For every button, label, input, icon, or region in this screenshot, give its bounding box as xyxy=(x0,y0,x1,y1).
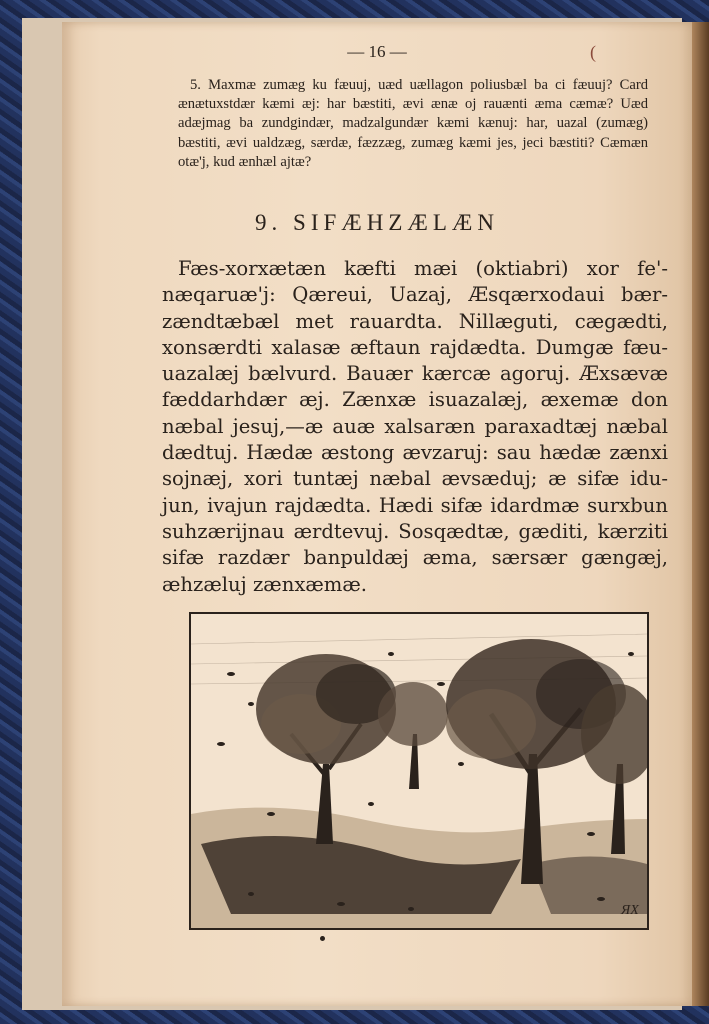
section-heading: 9. SIFÆHZÆLÆN xyxy=(255,210,499,235)
illustration-drawing xyxy=(191,614,647,928)
bottom-dot xyxy=(320,936,325,941)
story-paragraph: Fæs-xorxætæn kæfti mæi (oktiabri) xor fe'-næqaruæ'j: Qæreui, Uazaj, Æsqærxodaui bær-zændtæbæl met rauardta. Nillæguti, cægædti, xonsærdti xalasæ æftaun rajdædta. Dumgæ fæu-uazalæj bælvurd. Bauær kærcæ agoruj. Æxsævæ fæddarhdær æj. Zænxæ isuazalæj, æxemæ don næbal jesuj,—æ auæ xalsaræn paraxadtæj næbal dædtuj. Hædæ æstong ævzaruj: sau hædæ zænxi sojnæj, xori tuntæj næbal ævsæduj; æ sifæ idu-jun, ivajun rajdædta. Hædi sifæ idardmæ surxbun suhzærijnau ærdtevuj. Sosqædtæ, gæditi, kærziti sifæ razdær banpuldæj æma, særsær gængæj, æhzæluj zænxæmæ. xyxy=(162,257,668,596)
intro-paragraph: 5. Maxmæ zumæg ku fæuuj, uæd uællagon poliusbæl ba ci fæuuj? Card ænætuxstdær kæmi æj: har bæstiti, ævi ænæ oj rauænti æma cæmæ? Uæd adæjmag ba zundgindær, madzalgundær kæmi kænuj: har, uazal (zumæg) bæstiti, ævi ualdzæg, særdæ, fæzzæg, zumæg kæmi jes, jeci bæstiti? Cæmæn otæ'j, kud ænhæl ajtæ? xyxy=(178,77,648,170)
book-page xyxy=(62,22,692,1006)
artist-signature: ЯХ xyxy=(621,903,639,918)
autumn-trees-illustration xyxy=(189,612,649,930)
page-number: — 16 — xyxy=(347,42,407,61)
pencil-mark: ( xyxy=(590,42,596,62)
page-edge-shadow xyxy=(690,22,709,1006)
